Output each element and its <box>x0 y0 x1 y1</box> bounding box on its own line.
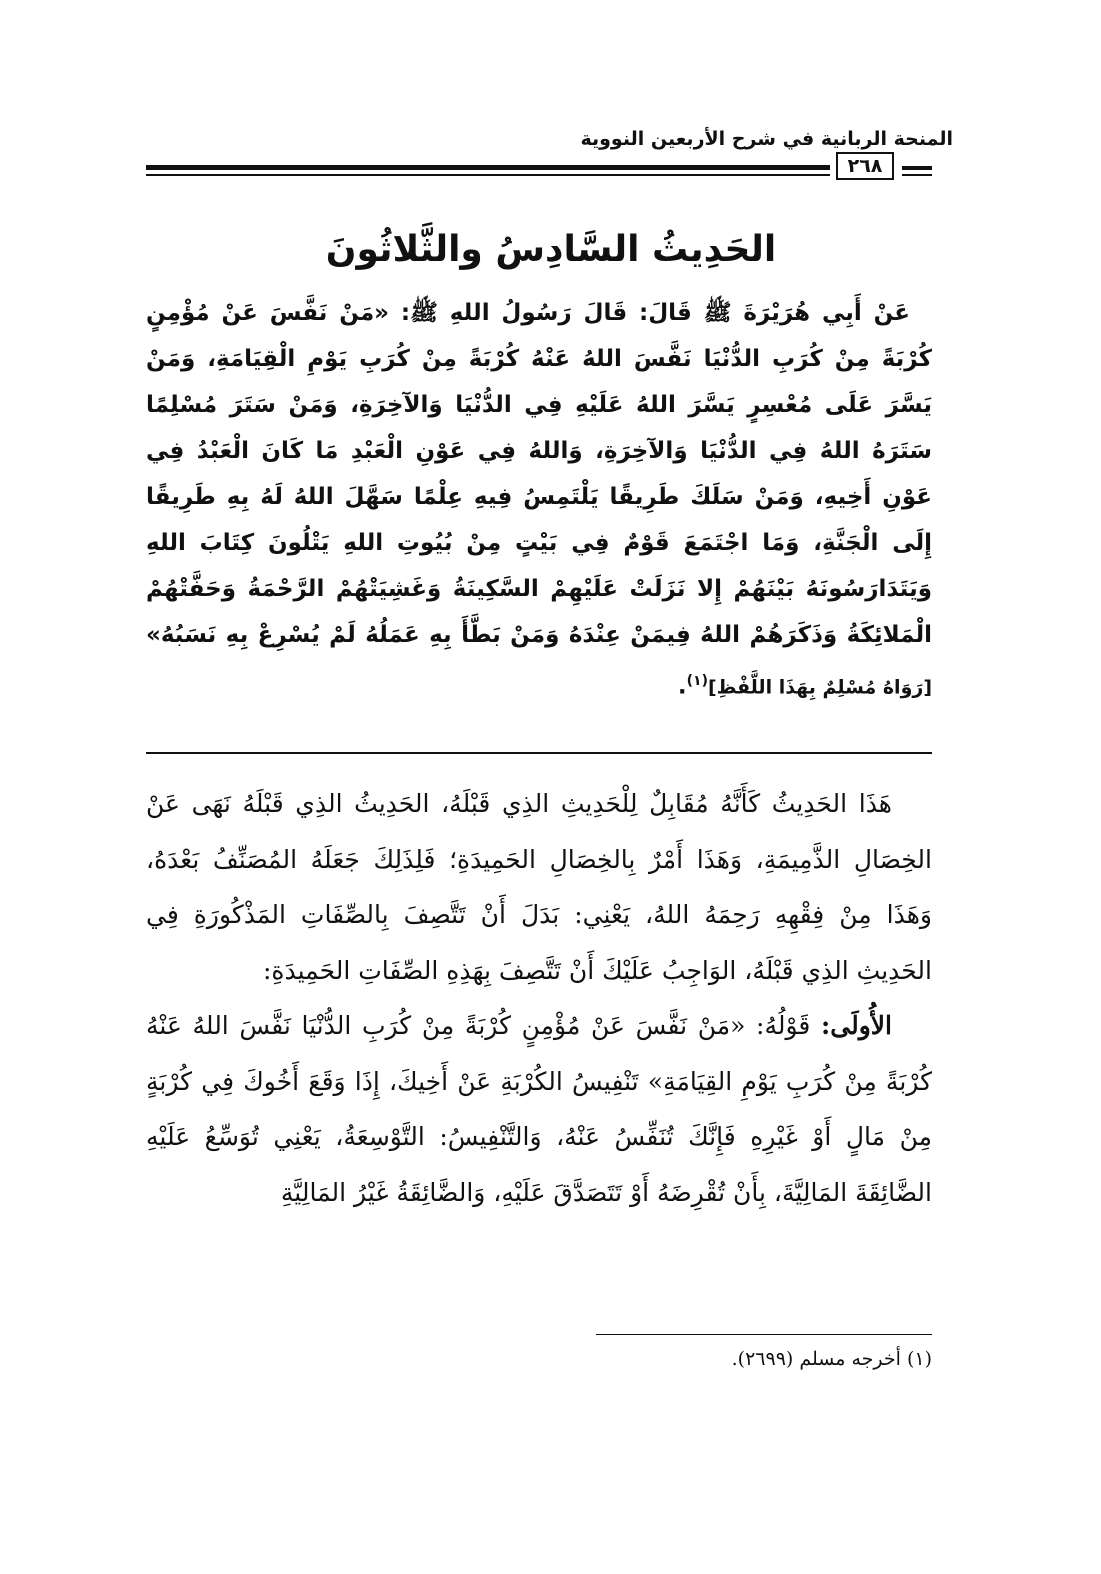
page-number: ٢٦٨ <box>836 152 894 180</box>
point-label: الأُولَى: <box>821 1011 892 1040</box>
commentary-paragraph-2: الأُولَى: قَوْلُهُ: «مَنْ نَفَّسَ عَنْ مُؤْمِنٍ كُرْبَةً مِنْ كُرَبِ الدُّنْيَا نَفَّسَ اللهُ عَنْهُ كُرْبَةً مِنْ كُرَبِ يَوْمِ القِيَامَةِ» تَنْفِيسُ الكُرْبَةِ عَنْ أَخِيكَ، إِذَا وَقَعَ أَخُوكَ فِي كُرْبَةٍ مِنْ مَالٍ أَوْ غَيْرِهِ فَإِنَّكَ تُنَفِّسُ عَنْهُ، وَالتَّنْفِيسُ: التَّوْسِعَةُ، يَعْنِي تُوَسِّعُ عَلَيْهِ الضَّائِقَةَ المَالِيَّةَ، بِأَنْ تُقْرِضَهُ أَوْ تَتَصَدَّقَ عَلَيْهِ، وَالضَّائِقَةُ غَيْرُ المَالِيَّةِ <box>146 1011 932 1207</box>
footnote-rule <box>596 1334 932 1335</box>
commentary <box>146 776 932 1220</box>
hadith-text-block: عَنْ أَبِي هُرَيْرَةَ ﷺ قَالَ: قَالَ رَسُولُ اللهِ ﷺ: «مَنْ نَفَّسَ عَنْ مُؤْمِنٍ كُرْبَةً مِنْ كُرَبِ الدُّنْيَا نَفَّسَ اللهُ عَنْهُ كُرْبَةً مِنْ كُرَبِ يَوْمِ الْقِيَامَةِ، وَمَنْ يَسَّرَ عَلَى مُعْسِرٍ يَسَّرَ اللهُ عَلَيْهِ فِي الدُّنْيَا وَالآخِرَةِ، وَمَنْ سَتَرَ مُسْلِمًا سَتَرَهُ اللهُ فِي الدُّنْيَا وَالآخِرَةِ، وَاللهُ فِي عَوْنِ الْعَبْدِ مَا كَانَ الْعَبْدُ فِي عَوْنِ أَخِيهِ، وَمَنْ سَلَكَ طَرِيقًا يَلْتَمِسُ فِيهِ عِلْمًا سَهَّلَ اللهُ لَهُ بِهِ طَرِيقًا إِلَى الْجَنَّةِ، وَمَا اجْتَمَعَ قَوْمٌ فِي بَيْتٍ مِنْ بُيُوتِ اللهِ يَتْلُونَ كِتَابَ اللهِ وَيَتَدَارَسُونَهُ بَيْنَهُمْ إِلا نَزَلَتْ عَلَيْهِمْ السَّكِينَةُ وَغَشِيَتْهُمْ الرَّحْمَةُ وَحَفَّتْهُمْ الْمَلائِكَةُ وَذَكَرَهُمْ اللهُ فِيمَنْ عِنْدَهُ وَمَنْ بَطَّأَ بِهِ عَمَلُهُ لَمْ يُسْرِعْ بِهِ نَسَبُهُ» [رَوَاهُ مُسْلِمٌ بِهَذَا اللَّفْظِ]$^{(١)}$. <box>146 300 932 700</box>
page-number-rule-top <box>902 166 932 170</box>
commentary-paragraph-1: هَذَا الحَدِيثُ كَأَنَّهُ مُقَابِلٌ لِلْحَدِيثِ الذِي قَبْلَهُ، الحَدِيثُ الذِي قَبْلَهُ نَهَى عَنْ الخِصَالِ الذَّمِيمَةِ، وَهَذَا أَمْرٌ بِالخِصَالِ الحَمِيدَةِ؛ فَلِذَلِكَ جَعَلَهُ المُصَنِّفُ بَعْدَهُ، وَهَذَا مِنْ فِقْهِهِ رَحِمَهُ اللهُ، يَعْنِي: بَدَلَ أَنْ تَتَّصِفَ بِالصِّفَاتِ المَذْكُورَةِ فِي الحَدِيثِ الذِي قَبْلَهُ، الوَاجِبُ عَلَيْكَ أَنْ تَتَّصِفَ بِهَذِهِ الصِّفَاتِ الحَمِيدَةِ: <box>146 789 932 985</box>
header-rule-thick <box>146 165 830 170</box>
hadith-text: عَنْ أَبِي هُرَيْرَةَ ﷺ قَالَ: قَالَ رَسُولُ اللهِ ﷺ: «مَنْ نَفَّسَ عَنْ مُؤْمِنٍ كُرْبَةً مِنْ كُرَبِ الدُّنْيَا نَفَّسَ اللهُ عَنْهُ كُرْبَةً مِنْ كُرَبِ يَوْمِ الْقِيَامَةِ، وَمَنْ يَسَّرَ عَلَى مُعْسِرٍ يَسَّرَ اللهُ عَلَيْهِ فِي الدُّنْيَا وَالآخِرَةِ، وَمَنْ سَتَرَ مُسْلِمًا سَتَرَهُ اللهُ فِي الدُّنْيَا وَالآخِرَةِ، وَاللهُ فِي عَوْنِ الْعَبْدِ مَا كَانَ الْعَبْدُ فِي عَوْنِ أَخِيهِ، وَمَنْ سَلَكَ طَرِيقًا يَلْتَمِسُ فِيهِ عِلْمًا سَهَّلَ اللهُ لَهُ بِهِ طَرِيقًا إِلَى الْجَنَّةِ، وَمَا اجْتَمَعَ قَوْمٌ فِي بَيْتٍ مِنْ بُيُوتِ اللهِ يَتْلُونَ كِتَابَ اللهِ وَيَتَدَارَسُونَهُ بَيْنَهُمْ إِلا نَزَلَتْ عَلَيْهِمْ السَّكِينَةُ وَغَشِيَتْهُمْ الرَّحْمَةُ وَحَفَّتْهُمْ الْمَلائِكَةُ وَذَكَرَهُمْ اللهُ فِيمَنْ عِنْدَهُ وَمَنْ بَطَّأَ بِهِ عَمَلُهُ لَمْ يُسْرِعْ بِهِ نَسَبُهُ» <box>146 300 932 648</box>
running-title: المنحة الربانية في شرح الأربعين النووية <box>580 128 953 150</box>
footnote: (١) أخرجه مسلم (٢٦٩٩). <box>731 1348 932 1370</box>
page-number-rule-bottom <box>902 174 932 176</box>
hadith-source: [رَوَاهُ مُسْلِمٌ بِهَذَا اللَّفْظِ] <box>707 676 932 699</box>
hadith-title: الحَدِيثُ السَّادِسُ والثَّلاثُونَ <box>325 229 777 270</box>
section-separator <box>146 752 932 754</box>
footnote-reference: (١) <box>686 673 708 689</box>
header-rule-thin <box>146 174 830 176</box>
